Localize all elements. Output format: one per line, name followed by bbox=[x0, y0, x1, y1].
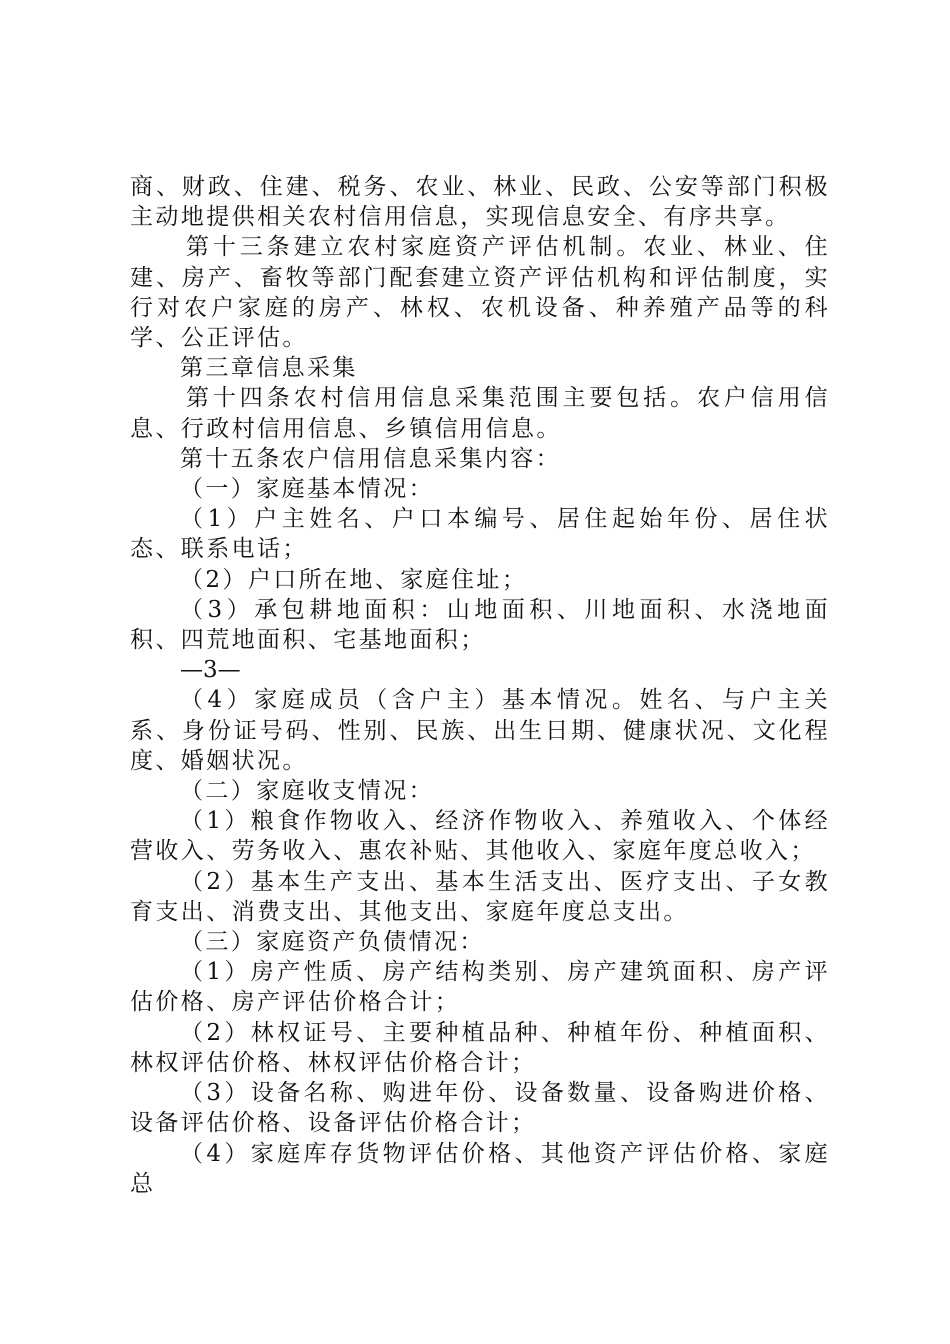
section-heading-1: （一）家庭基本情况： bbox=[180, 476, 434, 503]
article-15: 第十五条农户信用信息采集内容： bbox=[180, 445, 561, 472]
article-14: 第十四条农村信用信息采集范围主要包括。农户信用信息、行政村信用信息、乡镇信用信息。 bbox=[130, 385, 830, 442]
chapter-heading: 第三章信息采集 bbox=[180, 355, 358, 382]
list-item: （4）家庭库存货物评估价格、其他资产评估价格、家庭总 bbox=[130, 1140, 830, 1197]
article-13: 第十三条建立农村家庭资产评估机制。农业、林业、住建、房产、畜牧等部门配套建立资产评估机构和评估制度，实行对农户家庭的房产、林权、农机设备、种养殖产品等的科学、公正评估。 bbox=[130, 234, 830, 352]
list-item: （1）户主姓名、户口本编号、居住起始年份、居住状态、联系电话； bbox=[130, 506, 830, 563]
list-item: （2）林权证号、主要种植品种、种植年份、种植面积、林权评估价格、林权评估价格合计； bbox=[130, 1019, 830, 1076]
list-item: （4）家庭成员（含户主）基本情况。姓名、与户主关系、身份证号码、性别、民族、出生日期、健康状况、文化程度、婚姻状况。 bbox=[130, 687, 830, 774]
body-text bbox=[130, 172, 830, 1199]
page-number: —3— bbox=[180, 657, 241, 684]
list-item: （3）设备名称、购进年份、设备数量、设备购进价格、设备评估价格、设备评估价格合计； bbox=[130, 1080, 830, 1137]
list-item: （1）粮食作物收入、经济作物收入、养殖收入、个体经营收入、劳务收入、惠农补贴、其他收入、家庭年度总收入； bbox=[130, 808, 830, 865]
list-item: （2）基本生产支出、基本生活支出、医疗支出、子女教育支出、消费支出、其他支出、家庭年度总支出。 bbox=[130, 868, 830, 925]
list-item: （3）承包耕地面积：山地面积、川地面积、水浇地面积、四荒地面积、宅基地面积； bbox=[130, 596, 830, 654]
section-heading-3: （三）家庭资产负债情况： bbox=[180, 929, 485, 956]
list-item: （2）户口所在地、家庭住址； bbox=[180, 566, 528, 593]
paragraph-continuation: 商、财政、住建、税务、农业、林业、民政、公安等部门积极主动地提供相关农村信用信息，实现信息安全、有序共享。 bbox=[130, 174, 830, 231]
list-item: （1）房产性质、房产结构类别、房产建筑面积、房产评估价格、房产评估价格合计； bbox=[130, 959, 830, 1016]
section-heading-2: （二）家庭收支情况： bbox=[180, 778, 434, 805]
